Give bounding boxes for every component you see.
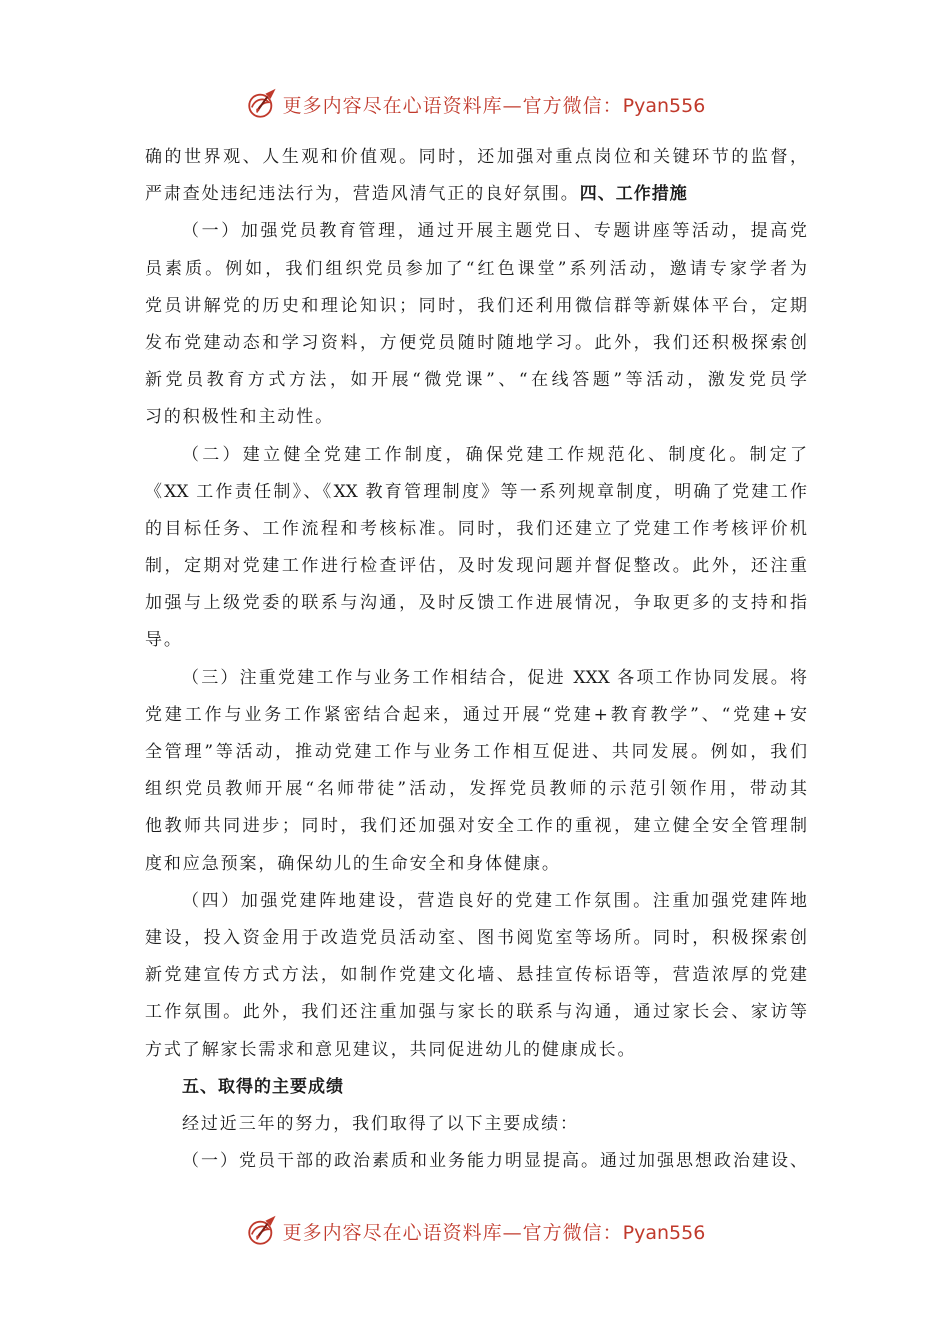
paragraph-line: 他教师共同进步；同时，我们还加强对安全工作的重视，建立健全安全管理制	[145, 816, 807, 837]
paragraph-line: 加强与上级党委的联系与沟通，及时反馈工作进展情况，争取更多的支持和指	[145, 593, 807, 614]
section-heading-5: 五、取得的主要成绩	[182, 1076, 344, 1097]
paragraph-line: 制，定期对党建工作进行检查评估，及时发现问题并督促整改。此外，还注重	[145, 556, 807, 577]
paragraph-line: 习的积极性和主动性。	[145, 407, 334, 428]
paragraph-line: 建设，投入资金用于改造党员活动室、图书阅览室等场所。同时，积极探索创	[145, 927, 807, 948]
paragraph-line: 党建工作与业务工作紧密结合起来，通过开展“党建+教育教学”、“党建+安	[145, 704, 807, 725]
watermark-header	[0, 84, 950, 124]
paragraph-line: 经过近三年的努力，我们取得了以下主要成绩：	[182, 1113, 579, 1134]
paragraph-line: （一）党员干部的政治素质和业务能力明显提高。通过加强思想政治建设、	[182, 1151, 807, 1172]
paragraph-line: 《XX 工作责任制》、《XX 教育管理制度》等一系列规章制度，明确了党建工作	[145, 481, 807, 502]
paragraph-line: 组织党员教师开展“名师带徒”活动，发挥党员教师的示范引领作用，带动其	[145, 779, 807, 800]
paragraph-line: 党员讲解党的历史和理论知识；同时，我们还利用微信群等新媒体平台，定期	[145, 295, 807, 316]
paragraph-line: 工作氛围。此外，我们还注重加强与家长的联系与沟通，通过家长会、家访等	[145, 1002, 807, 1023]
document-body	[145, 139, 807, 1180]
paragraph-line: 确的世界观、人生观和价值观。同时，还加强对重点岗位和关键环节的监督，	[145, 147, 807, 167]
paragraph-line: 度和应急预案，确保幼儿的生命安全和身体健康。	[145, 853, 561, 874]
paragraph-line: 的目标任务、工作流程和考核标准。同时，我们还建立了党建工作考核评价机	[145, 518, 807, 539]
pen-swirl-logo-icon	[245, 87, 279, 121]
paragraph-line: （二）建立健全党建工作制度，确保党建工作规范化、制度化。制定了	[182, 444, 807, 465]
watermark-text: 更多内容尽在心语资料库—官方微信：Pyan556	[282, 94, 706, 117]
paragraph-line: 员素质。例如，我们组织党员参加了“红色课堂”系列活动，邀请专家学者为	[145, 258, 807, 279]
pen-swirl-logo-icon	[245, 1214, 279, 1248]
paragraph-line: 发布党建动态和学习资料，方便党员随时随地学习。此外，我们还积极探索创	[145, 332, 807, 353]
paragraph-line: （四）加强党建阵地建设，营造良好的党建工作氛围。注重加强党建阵地	[182, 890, 807, 911]
watermark-text: 更多内容尽在心语资料库—官方微信：Pyan556	[282, 1221, 706, 1244]
paragraph-line: 新党员教育方式方法，如开展“微党课”、“在线答题”等活动，激发党员学	[145, 370, 807, 391]
watermark-footer	[0, 1211, 950, 1251]
paragraph-line: 导。	[145, 630, 183, 651]
paragraph-line: 全管理”等活动，推动党建工作与业务工作相互促进、共同发展。例如，我们	[145, 742, 807, 762]
section-heading-4: 四、工作措施	[579, 184, 688, 205]
paragraph-line: （三）注重党建工作与业务工作相结合，促进 XXX 各项工作协同发展。将	[182, 667, 807, 688]
paragraph-line: 严肃查处违纪违法行为，营造风清气正的良好氛围。四、工作措施	[145, 184, 688, 205]
paragraph-line: 方式了解家长需求和意见建议，共同促进幼儿的健康成长。	[145, 1039, 637, 1060]
paragraph-line: （一）加强党员教育管理，通过开展主题党日、专题讲座等活动，提高党	[182, 221, 807, 242]
paragraph-line: 新党建宣传方式方法，如制作党建文化墙、悬挂宣传标语等，营造浓厚的党建	[145, 965, 807, 986]
